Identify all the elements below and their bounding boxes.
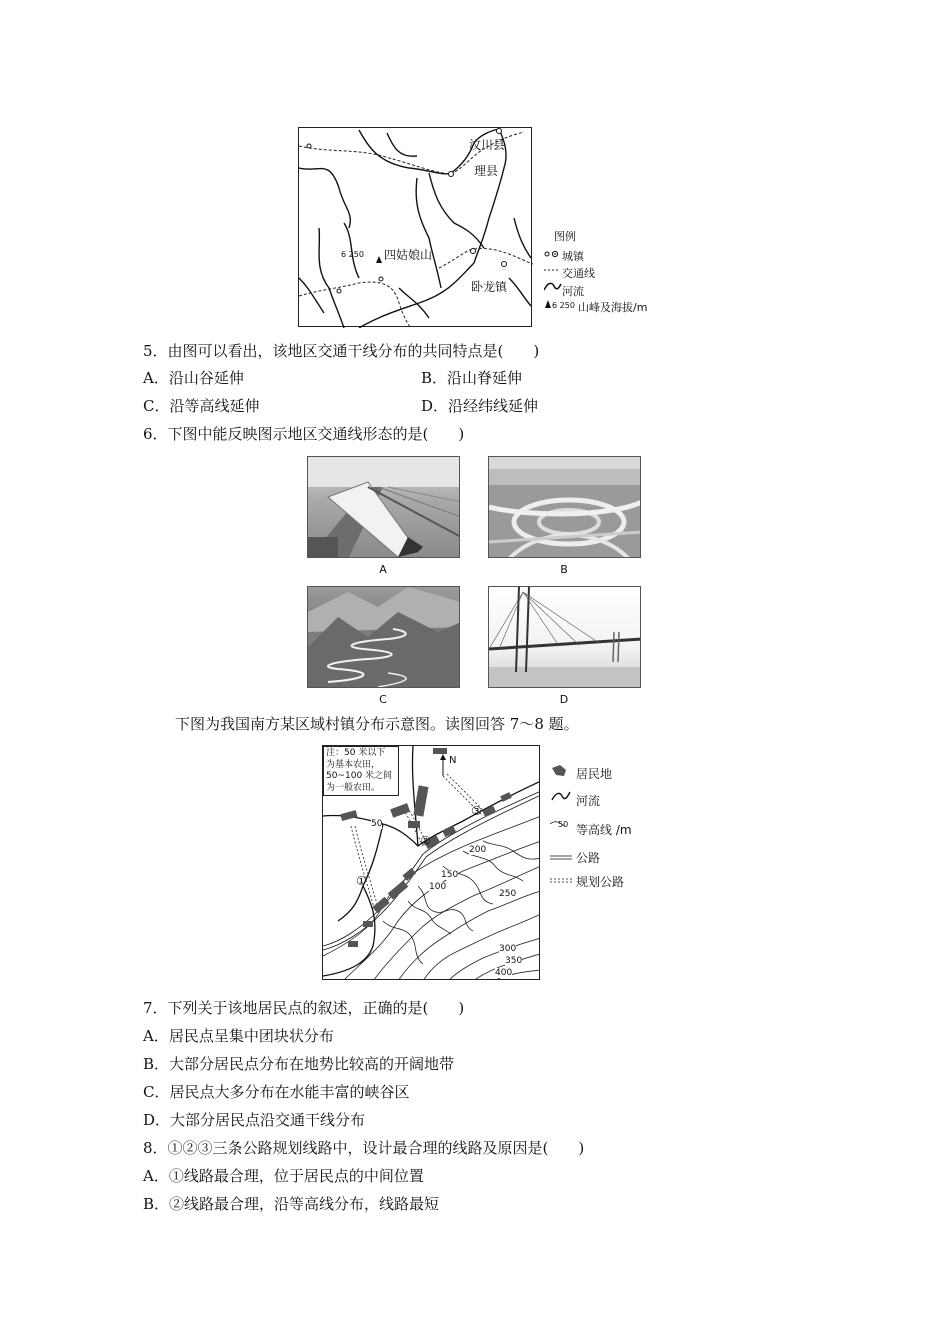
q8-option-a[interactable]: A．①线路最合理，位于居民点的中间位置 (143, 1167, 424, 1185)
q5-option-c[interactable]: C．沿等高线延伸 (143, 397, 260, 415)
q6-stem: 6．下图中能反映图示地区交通线形态的是( ) (143, 425, 465, 443)
map1-legend-peak-value: 6 250 (552, 301, 575, 310)
map1-legend-river: 河流 (562, 285, 584, 298)
map1-peak-icon (376, 256, 382, 263)
caption-a: A (379, 563, 387, 576)
contour-label: 50 (371, 819, 383, 829)
contour-label: 200 (469, 845, 487, 855)
caption-c: C (379, 693, 387, 706)
q7-option-d[interactable]: D．大部分居民点沿交通干线分布 (143, 1111, 366, 1129)
map1-legend-title: 图例 (554, 230, 576, 243)
q7-option-a[interactable]: A．居民点呈集中团块状分布 (143, 1027, 334, 1045)
q5-option-d[interactable]: D．沿经纬线延伸 (421, 397, 539, 415)
q5-stem: 5．由图可以看出，该地区交通干线分布的共同特点是( ) (143, 342, 540, 360)
contour-label: 300 (499, 944, 517, 954)
map1-legend-town: 城镇 (562, 250, 584, 263)
label-wolong: 卧龙镇 (471, 280, 508, 294)
legend-town-icon (545, 252, 549, 256)
map2-note-box (323, 746, 399, 796)
contour-label: 100 (429, 882, 447, 892)
map2-note-line: 50~100 米之间 (326, 771, 393, 781)
photo-b-drawing (489, 457, 641, 558)
contour-label: 350 (505, 956, 523, 966)
map2-legend-contour-sample: 50 (558, 820, 569, 829)
map1-legend-peak: 山峰及海拔/m (578, 301, 648, 314)
map1-drawing (299, 128, 533, 328)
map1-rivers (299, 129, 531, 328)
q7-option-b[interactable]: B．大部分居民点分布在地势比较高的开阔地带 (143, 1055, 455, 1073)
map2-legend-residential: 居民地 (576, 767, 613, 781)
q8-stem: 8．①②③三条公路规划线路中，设计最合理的线路及原因是( ) (143, 1139, 585, 1157)
map-village-distribution (322, 745, 540, 980)
map2-legend-river: 河流 (576, 794, 601, 808)
contour-label: 150 (441, 870, 459, 880)
q7-option-c[interactable]: C．居民点大多分布在水能丰富的峡谷区 (143, 1083, 410, 1101)
map2-legend-planned: 规划公路 (576, 875, 625, 889)
route-label-1: ① (356, 874, 367, 888)
contour-label: 400 (495, 968, 513, 978)
q5-option-b[interactable]: B．沿山脊延伸 (421, 369, 523, 387)
map2-note-line: 为一般农田。 (326, 782, 381, 793)
legend-river-icon (552, 792, 570, 800)
legend-peak-icon (545, 300, 551, 308)
caption-b: B (560, 563, 568, 576)
photo-a-train[interactable] (307, 456, 460, 558)
north-label: N (449, 755, 457, 766)
q5-option-a[interactable]: A．沿山谷延伸 (143, 369, 244, 387)
label-siguniang: 四姑娘山 (384, 248, 433, 262)
map1-legend (544, 228, 664, 318)
q8-option-b[interactable]: B．②线路最合理，沿等高线分布，线路最短 (143, 1195, 440, 1213)
legend-residential-icon (552, 765, 566, 776)
route-label-3: ③ (471, 804, 482, 818)
photo-c-mountain-road[interactable] (307, 586, 460, 688)
map1-towns (307, 129, 507, 294)
route-label-2: ② (420, 834, 431, 848)
legend-river-icon (544, 283, 561, 290)
photo-a-drawing (308, 457, 460, 558)
caption-d: D (559, 693, 569, 706)
photo-c-drawing (308, 587, 460, 688)
q7-stem: 7．下列关于该地居民点的叙述，正确的是( ) (143, 999, 465, 1017)
intro-7-8: 下图为我国南方某区域村镇分布示意图。读图回答 7～8 题。 (175, 715, 579, 733)
photo-d-bridge[interactable] (488, 586, 641, 688)
map1-legend-traffic: 交通线 (562, 267, 595, 280)
label-peak-elevation: 6 250 (341, 250, 364, 259)
map-wenchuan-region (298, 127, 532, 327)
contour-label: 250 (499, 889, 517, 899)
photo-b-interchange[interactable] (488, 456, 641, 558)
map1-legend-symbols (544, 248, 562, 328)
label-lixian: 理县 (474, 164, 499, 178)
map2-legend-contour: 等高线 /m (576, 823, 632, 837)
map2-legend (550, 762, 660, 897)
map2-legend-road: 公路 (576, 851, 601, 865)
photo-d-drawing (489, 587, 641, 688)
label-wenchuan: 汶川县 (469, 138, 506, 152)
map2-note-line: 注：50 米以下 (326, 748, 386, 758)
map2-note-line: 为基本农田， (326, 759, 381, 770)
